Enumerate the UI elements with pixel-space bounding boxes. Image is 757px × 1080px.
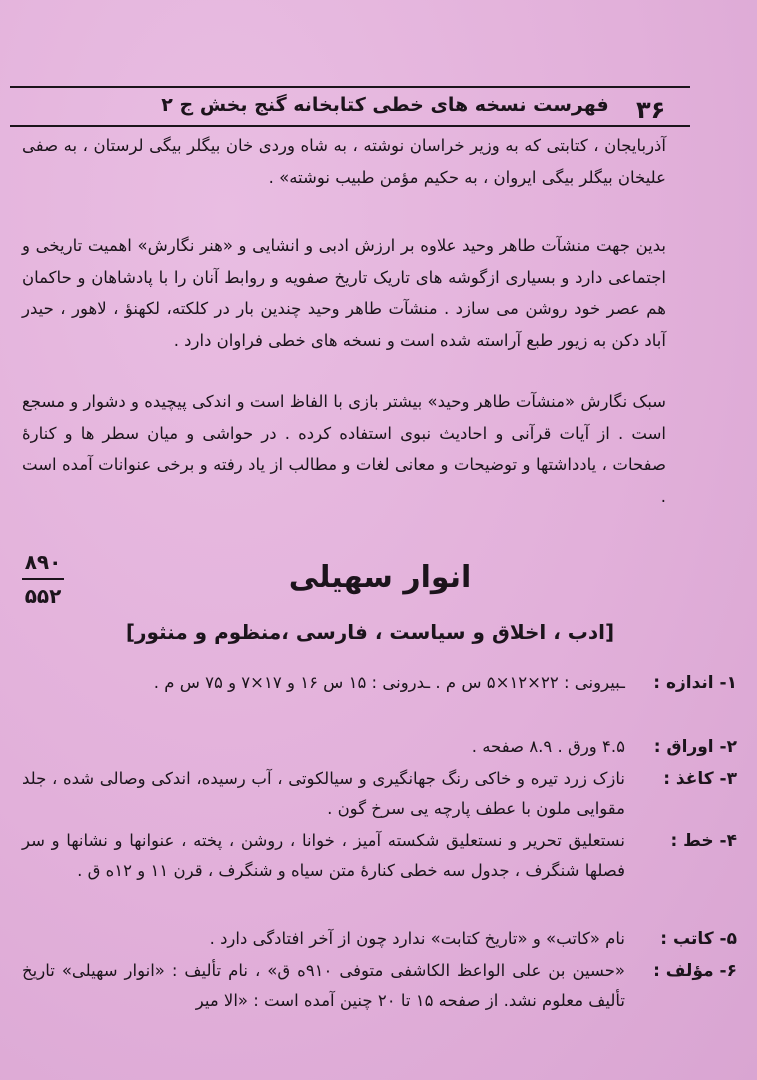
field-value: «حسین بن علی الواعظ الکاشفی متوفی ۹۱۰ه ق» ، نام تألیف : «انوار سهیلی» تاریخ تألیف معلوم نشد. از صفحه ۱۵ تا ۲۰ چنین آمده است : «الا میر — [22, 961, 626, 1010]
intro-paragraph-1: آذربایجان ، کتابتی که به وزیر خراسان نوشته ، به شاه وردی خان بیگلر بیگی لرستان ، به صفی علیخان بیگلر بیگی ایروان ، به حکیم مؤمن طبیب نوشته» . — [22, 136, 666, 187]
field-value: نام «کاتب» و «تاریخ کتابت» ندارد چون از آخر افتادگی دارد . — [209, 929, 625, 948]
field-label: ۳- کاغذ : — [663, 769, 737, 789]
field-paper — [22, 764, 737, 824]
field-label: ۲- اوراق : — [653, 737, 737, 757]
field-value: نستعلیق تحریر و نستعلیق شکسته آمیز ، خوانا ، روشن ، پخته ، عنوانها و نشانها و سر فصلها شنگرف ، جدول سه خطی کنارهٔ متن سیاه و شنگرف ، قرن ۱۱ و ۱۲ه ق . — [22, 831, 625, 880]
field-leaves — [22, 732, 737, 762]
field-label: ۱- اندازه : — [653, 673, 737, 693]
field-script — [22, 826, 737, 886]
field-value: ـبیرونی : ۲۲×۱۲×۵ س م . ـدرونی : ۱۵ س ۱۶ و ۱۷×۷ و ۷۵ س م . — [153, 673, 625, 692]
field-size — [22, 668, 737, 698]
catalog-number-top: ۸۹۰ — [24, 550, 62, 574]
entry-title: انوار سهیلی — [288, 560, 472, 595]
intro-paragraph-3: سبک نگارش «منشآت طاهر وحید» بیشتر بازی با الفاظ است و اندکی پیچیده و دشوار و مسجع است . از آیات قرآنی و احادیث نبوی استفاده کرده . در حواشی و میان سطر ها و کنارهٔ صفحات ، یادداشتها و توضیحات و معانی لغات و مطالب از یاد رفته و برخی عنوانات آمده است . — [22, 392, 666, 506]
catalog-number-divider — [22, 578, 64, 580]
catalog-number-bottom: ۵۵۲ — [24, 584, 62, 608]
page-number: ۳۶ — [636, 96, 666, 124]
catalog-number — [22, 550, 64, 608]
field-value: ۴.۵ ورق . ۸.۹ صفحه . — [471, 737, 625, 756]
intro-paragraph-2: بدین جهت منشآت طاهر وحید علاوه بر ارزش ادبی و انشایی و «هنر نگارش» اهمیت تاریخی و اجتماعی دارد و بسیاری ازگوشه های تاریک تاریخ صفویه و روابط آنان را با پادشاهان و حاکمان هم عصر خود روشن می سازد . منشآت طاهر وحید چندین بار در کلکته، لکهنؤ ، لاهور ، حیدر آباد دکن به زیور طبع آراسته شده است و نسخه های خطی فراوان دارد . — [22, 236, 666, 350]
field-value: نازک زرد تیره و خاکی رنگ جهانگیری و سیالکوتی ، آب رسیده، اندکی وصالی شده ، جلد مقوایی ملون با عطف پارچه یی سرخ گون . — [22, 769, 625, 818]
running-title: فهرست نسخه های خطی کتابخانه گنج بخش ج ۲ — [161, 94, 609, 116]
field-label: ۵- کاتب : — [660, 929, 737, 949]
field-label: ۶- مؤلف : — [653, 961, 737, 981]
entry-subject: [ادب ، اخلاق و سیاست ، فارسی ،منظوم و منثور] — [125, 620, 615, 644]
header-top-rule — [10, 86, 690, 88]
field-label: ۴- خط : — [670, 831, 737, 851]
header-bottom-rule — [10, 125, 690, 127]
field-scribe — [22, 924, 737, 954]
field-author — [22, 956, 737, 1016]
